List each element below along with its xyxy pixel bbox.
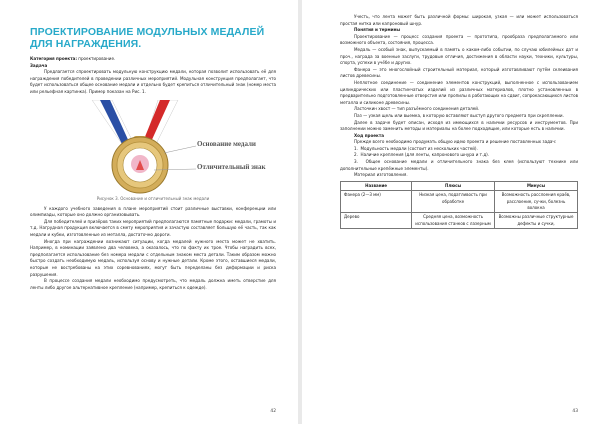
materials-table: [340, 181, 578, 229]
term-definition: Проектирование — процесс создания проекта — прототипа, прообраза предполагаемого или возможного объекта, состояния, процесса.: [340, 33, 578, 46]
task-text: Предлагается спроектировать модульную конструкцию медали, которая позволит использовать её для награждения победителей в проведении различных мероприятий. Модульная конструкция предполагает, что будет использоваться общее основание медали и отдельно будет крепиться отличительный знак (номер места или рельефная картинка). Пример показан на Рис. 1.: [30, 69, 276, 94]
paragraph: Для победителей и призёров таких мероприятий предполагаются памятные подарки: медали, грамоты и т.д. Нагрудная продукция включается в смету мероприятия и зачастую составляет большую её часть, так как медали и кубки, изготовленные из металла, достаточно дороги.: [30, 218, 276, 237]
table-header-row: [341, 181, 578, 190]
page-number: 42: [270, 409, 276, 414]
left-page: [0, 0, 298, 424]
term-definition: Медаль — особый знак, выпускаемый в память о каком-либо событии, по случаю юбилейных дат и проч., награда за военные заслуги, трудовые отличия, достижения в области науки, техники, культуры, спорта, успехи в учёбе и других.: [340, 46, 578, 66]
table-cell: Фанера (2—3 мм): [341, 191, 412, 213]
terms-heading: Понятия и термины: [354, 27, 401, 33]
list-item: 1. Модульность медали (состоит из нескольких частей).: [354, 145, 478, 151]
column-header: Название: [341, 181, 412, 190]
progress-heading: Ход проекта: [354, 132, 384, 138]
callout-sign-label: Отличительный знак: [197, 162, 266, 171]
table-cell: Средняя цена, возможность использования станков с лазерным: [412, 213, 495, 229]
table-cell: Возможны различные структурные дефекты и сучки,: [495, 213, 578, 229]
figure-caption: Рисунок 3. Основание и отличительный знак медали: [96, 195, 210, 201]
table-row: [341, 191, 578, 213]
right-page: [302, 0, 600, 424]
column-header: Плюсы: [412, 181, 495, 190]
materials-heading: Материал изготовления.: [354, 172, 408, 178]
paragraph: Учесть, что лента может быть различной формы: широкая, узкая — или может использоваться простая нитка или капроновый шнур.: [340, 14, 578, 26]
table-row: [341, 213, 578, 229]
term-definition: Фанера — это многослойный строительный материал, который изготавливают путём склеивания листов древесины.: [340, 66, 578, 79]
callout-base-label: Основание медали: [197, 139, 256, 148]
paragraph: Прежде всего необходимо продумать общую идею проекта и решение поставленных задач:: [354, 139, 557, 145]
paragraph: У каждого учебного заведения в плане мероприятий стоит различные выставки, конференции или олимпиады, которые оно должно организовывать.: [30, 205, 276, 218]
term-definition: Паз — узкая щель или выемка, в которую вставляют выступ другого предмета при скреплении.: [354, 112, 564, 118]
table-cell: Возможность расслоения краёв, расслоение, сучки, болезнь волокна: [495, 191, 578, 213]
list-item: 3. Общее основание медали и отличительного знака без клея (используют технике или дополнительные крепёжные элементы).: [340, 159, 578, 171]
category-label: Категория проекта:: [30, 56, 77, 61]
task-heading: Задача: [30, 62, 48, 68]
medal-figure: [30, 100, 276, 195]
paragraph: Иногда при награждении возникают ситуации, когда медалей нужного места может не хватить. Например, в номинации заявлено два человека, а оказалось, что по факту их трое. Чтобы наградить всех, предполагается использование без номера медали с отдельным знаком места детали. Таким образом можно быстро создать необходимую медаль, используя основу и нужные детали. Кроме этого, оставшиеся медали, которые не востребованы на этих соревнованиях, могут быть переделаны без деформации и риска разрушения.: [30, 238, 276, 277]
paragraph: В процессе создания медали необходимо предусмотреть, что медаль должна иметь отверстие для ленты либо другое альтернативное крепление (например, крепиться к одежде).: [30, 278, 276, 290]
term-definition: Неплотное соединение — соединение элементов конструкций, выполненное с использованием цилиндрических или пластинчатых изделий из различных материалов, плотно установленных в предварительно подготовленные отверстия или пропилы в работающих на сдвиг, сопрокасающихся листов металла и силиконе древесины.: [340, 79, 578, 105]
table-cell: Низкая цена, податливость при обработке: [412, 191, 495, 213]
paragraph: Далее в задаче будет описан, исходя из имеющихся в наличии ресурсов и инструментов. При заполнении можно заменить методы и материалы на более подходящие, или которые есть в наличии.: [340, 119, 578, 132]
term-definition: Ласточкин хвост — тип разъёмного соединения деталей.: [354, 106, 480, 112]
table-cell: Дерево: [341, 213, 412, 229]
category-value: проектирование.: [76, 56, 116, 61]
list-item: 2. Наличие крепления (для ленты, капронового шнура и т.д).: [354, 152, 490, 158]
page-title: ПРОЕКТИРОВАНИЕ МОДУЛЬНЫХ МЕДАЛЕЙ ДЛЯ НАГРАЖДЕНИЯ.: [30, 26, 265, 50]
category-line: [30, 56, 276, 63]
page-number: 43: [572, 409, 578, 414]
column-header: Минусы: [495, 181, 578, 190]
callout-line-base: [164, 146, 196, 153]
